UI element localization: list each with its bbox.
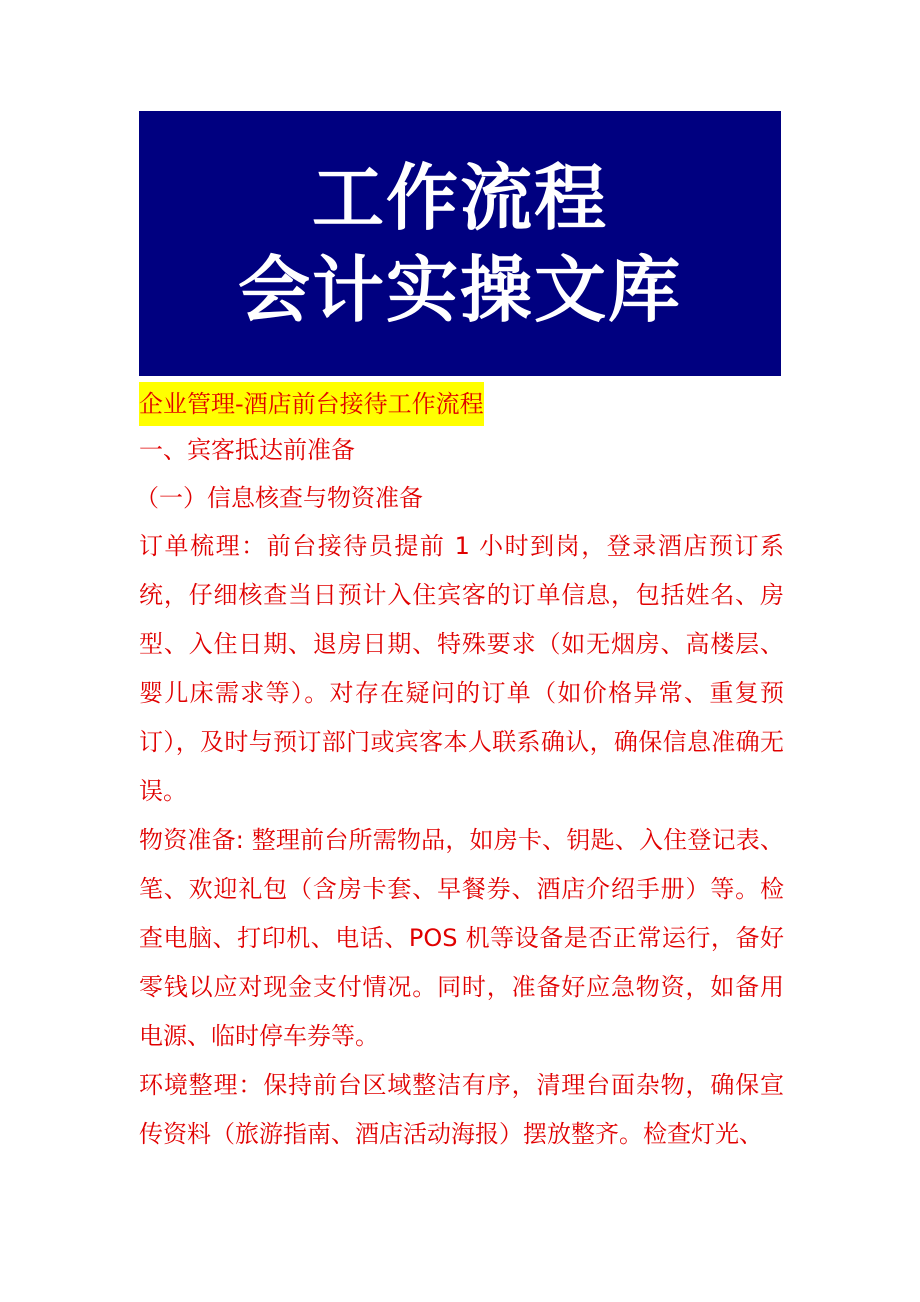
document-title: 企业管理-酒店前台接待工作流程 (139, 382, 484, 426)
paragraph-order-review: 订单梳理：前台接待员提前 1 小时到岗，登录酒店预订系统，仔细核查当日预计入住宾客的订单信息，包括姓名、房型、入住日期、退房日期、特殊要求（如无烟房、高楼层、婴儿床需求等）。对存在疑问的订单（如价格异常、重复预订），及时与预订部门或宾客本人联系确认，确保信息准确无误。 (139, 532, 784, 805)
subsection-heading: （一）信息核查与物资准备 (135, 484, 423, 512)
section-heading: 一、宾客抵达前准备 (139, 436, 355, 464)
banner-title-line-1: 工作流程 (311, 155, 608, 240)
paragraph-environment-tidy: 环境整理：保持前台区域整洁有序，清理台面杂物，确保宣传资料（旅游指南、酒店活动海报）摆放整齐。检查灯光、 (139, 1071, 784, 1148)
cover-banner (139, 111, 781, 376)
paragraph-supplies-prep: 物资准备: 整理前台所需物品，如房卡、钥匙、入住登记表、笔、欢迎礼包（含房卡套、早餐券、酒店介绍手册）等。检查电脑、打印机、电话、POS 机等设备是否正常运行，备好零钱以应对现金支付情况。同时，准备好应急物资，如备用电源、临时停车券等。 (139, 826, 784, 1050)
banner-title-line-2: 会计实操文库 (237, 247, 682, 332)
document-body (135, 382, 784, 1159)
document-title-row (139, 382, 784, 426)
